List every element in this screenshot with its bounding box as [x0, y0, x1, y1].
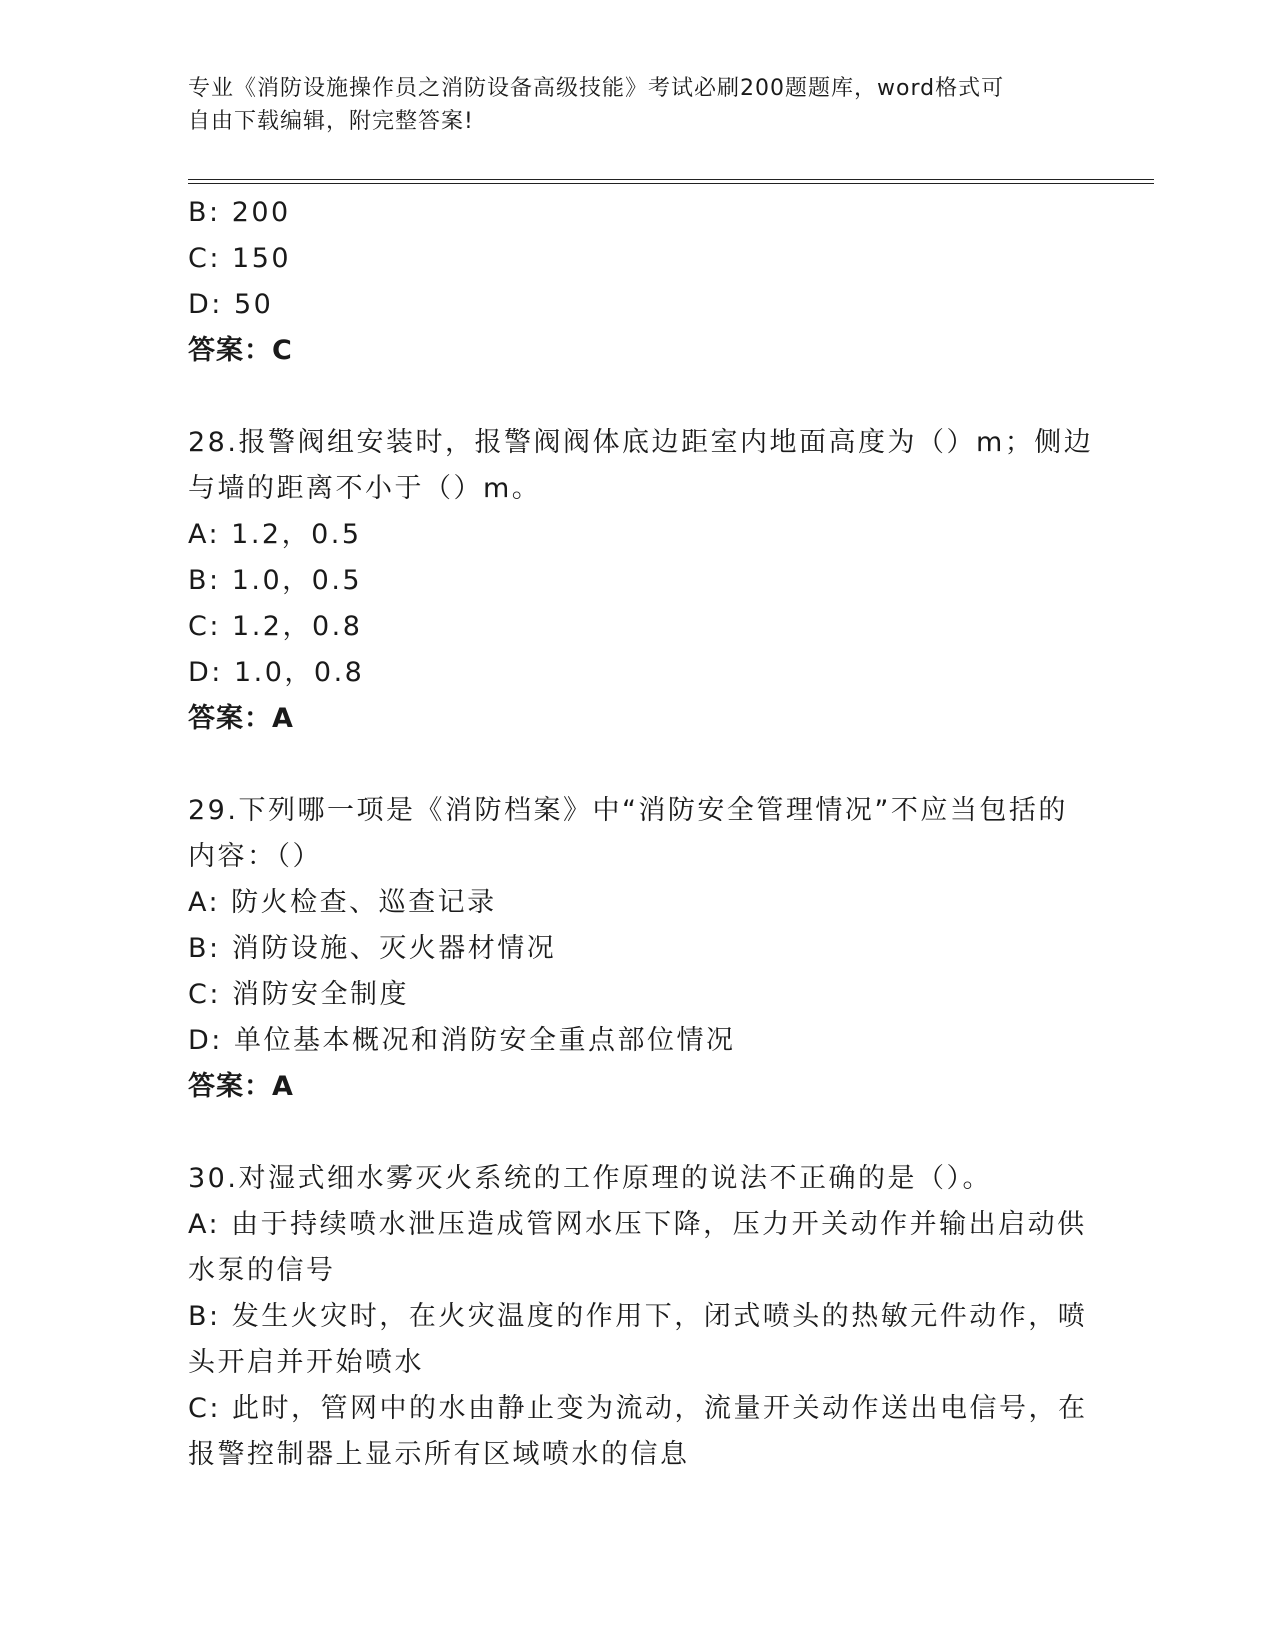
option-b: B: 200	[188, 197, 291, 228]
option-b: B: 消防设施、灭火器材情况	[188, 933, 557, 964]
header-divider-top	[188, 179, 1154, 180]
option-c-line-2: 报警控制器上显示所有区域喷水的信息	[188, 1439, 690, 1470]
option-c: C: 消防安全制度	[188, 979, 410, 1010]
question-28	[188, 420, 1094, 742]
option-a: A: 1.2，0.5	[188, 519, 362, 550]
option-c: C: 1.2，0.8	[188, 611, 363, 642]
question-stem-line-1: 29.下列哪一项是《消防档案》中“消防安全管理情况”不应当包括的	[188, 795, 1068, 826]
option-a: A: 防火检查、巡查记录	[188, 887, 497, 918]
spacer	[188, 1110, 1088, 1156]
option-b-line-1: B: 发生火灾时，在火灾温度的作用下，闭式喷头的热敏元件动作，喷	[188, 1301, 1088, 1332]
option-c-line-1: C: 此时，管网中的水由静止变为流动，流量开关动作送出电信号，在	[188, 1393, 1088, 1424]
option-d: D: 50	[188, 289, 274, 320]
document-body	[188, 190, 1094, 1478]
header-line-1: 专业《消防设施操作员之消防设备高级技能》考试必刷200题题库，word格式可	[188, 76, 1005, 101]
question-30	[188, 1156, 1088, 1478]
option-d: D: 1.0，0.8	[188, 657, 365, 688]
option-a-line-1: A: 由于持续喷水泄压造成管网水压下降，压力开关动作并输出启动供	[188, 1209, 1087, 1240]
spacer	[188, 374, 1088, 420]
question-29	[188, 788, 1088, 1110]
option-b: B: 1.0，0.5	[188, 565, 363, 596]
question-stem-line-2: 内容：（）	[188, 841, 322, 872]
header-line-2: 自由下载编辑，附完整答案!	[188, 109, 474, 134]
spacer	[188, 742, 1088, 788]
option-d: D: 单位基本概况和消防安全重点部位情况	[188, 1025, 736, 1056]
document-header	[188, 72, 1078, 138]
answer: 答案：A	[188, 703, 294, 734]
question-27-tail	[188, 190, 1088, 374]
option-b-line-2: 头开启并开始喷水	[188, 1347, 424, 1378]
header-divider-bottom	[188, 183, 1154, 184]
option-c: C: 150	[188, 243, 292, 274]
question-stem-line-1: 28.报警阀组安装时，报警阀阀体底边距室内地面高度为（）m；侧边	[188, 427, 1094, 458]
answer: 答案：C	[188, 335, 293, 366]
question-stem-line-2: 与墙的距离不小于（）m。	[188, 473, 542, 504]
option-a-line-2: 水泵的信号	[188, 1255, 336, 1286]
question-stem: 30.对湿式细水雾灭火系统的工作原理的说法不正确的是（）。	[188, 1163, 992, 1194]
answer: 答案：A	[188, 1071, 294, 1102]
